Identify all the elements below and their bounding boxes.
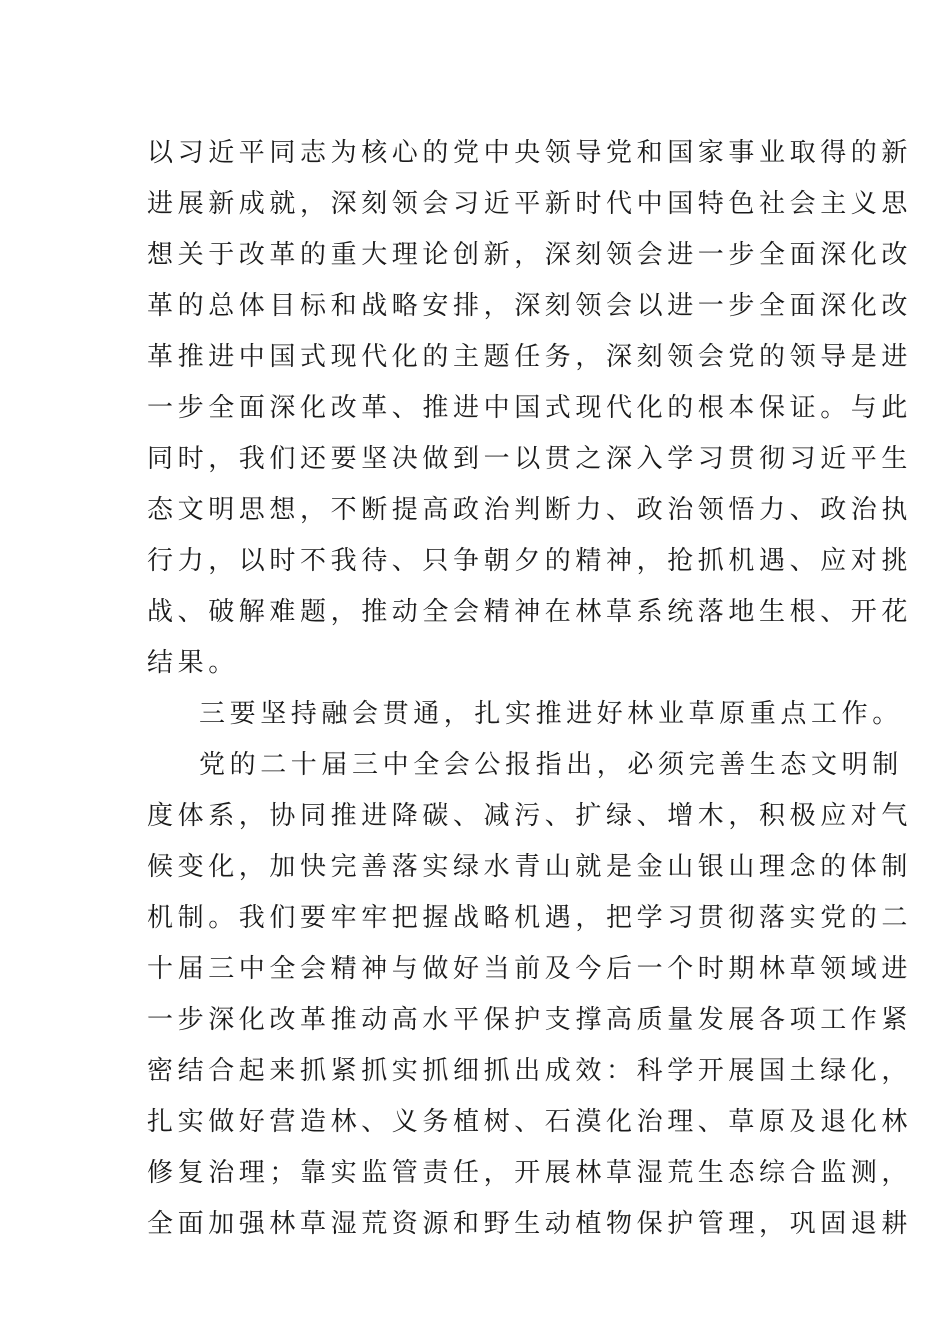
text-line: 一步深化改革推动高水平保护支撑高质量发展各项工作紧 bbox=[147, 1005, 913, 1035]
text-line: 进展新成就，深刻领会习近平新时代中国特色社会主义思 bbox=[147, 189, 913, 219]
text-line: 以习近平同志为核心的党中央领导党和国家事业取得的新 bbox=[147, 138, 913, 168]
body-text bbox=[147, 128, 913, 1250]
text-line: 十届三中全会精神与做好当前及今后一个时期林草领域进 bbox=[147, 954, 913, 984]
text-line: 扎实做好营造林、义务植树、石漠化治理、草原及退化林 bbox=[147, 1107, 913, 1137]
text-line: 修复治理；靠实监管责任，开展林草湿荒生态综合监测， bbox=[147, 1158, 913, 1188]
text-line: 度体系，协同推进降碳、减污、扩绿、增木，积极应对气 bbox=[147, 801, 913, 831]
section-heading: 三要坚持融会贯通，扎实推进好林业草原重点工作。 bbox=[199, 699, 903, 729]
text-line: 态文明思想，不断提高政治判断力、政治领悟力、政治执 bbox=[147, 495, 913, 525]
text-line: 行力，以时不我待、只争朝夕的精神，抢抓机遇、应对挑 bbox=[147, 546, 913, 576]
text-line: 全面加强林草湿荒资源和野生动植物保护管理，巩固退耕 bbox=[147, 1209, 913, 1239]
text-line: 一步全面深化改革、推进中国式现代化的根本保证。与此 bbox=[147, 393, 913, 423]
text-line: 想关于改革的重大理论创新，深刻领会进一步全面深化改 bbox=[147, 240, 913, 270]
text-line: 结果。 bbox=[147, 648, 239, 678]
text-line: 同时，我们还要坚决做到一以贯之深入学习贯彻习近平生 bbox=[147, 444, 913, 474]
text-line: 革的总体目标和战略安排，深刻领会以进一步全面深化改 bbox=[147, 291, 913, 321]
text-line: 革推进中国式现代化的主题任务，深刻领会党的领导是进 bbox=[147, 342, 913, 372]
text-line: 党的二十届三中全会公报指出，必须完善生态文明制 bbox=[199, 750, 903, 780]
text-line: 机制。我们要牢牢把握战略机遇，把学习贯彻落实党的二 bbox=[147, 903, 913, 933]
text-line: 战、破解难题，推动全会精神在林草系统落地生根、开花 bbox=[147, 597, 913, 627]
text-line: 密结合起来抓紧抓实抓细抓出成效：科学开展国土绿化， bbox=[147, 1056, 913, 1086]
text-line: 候变化，加快完善落实绿水青山就是金山银山理念的体制 bbox=[147, 852, 913, 882]
